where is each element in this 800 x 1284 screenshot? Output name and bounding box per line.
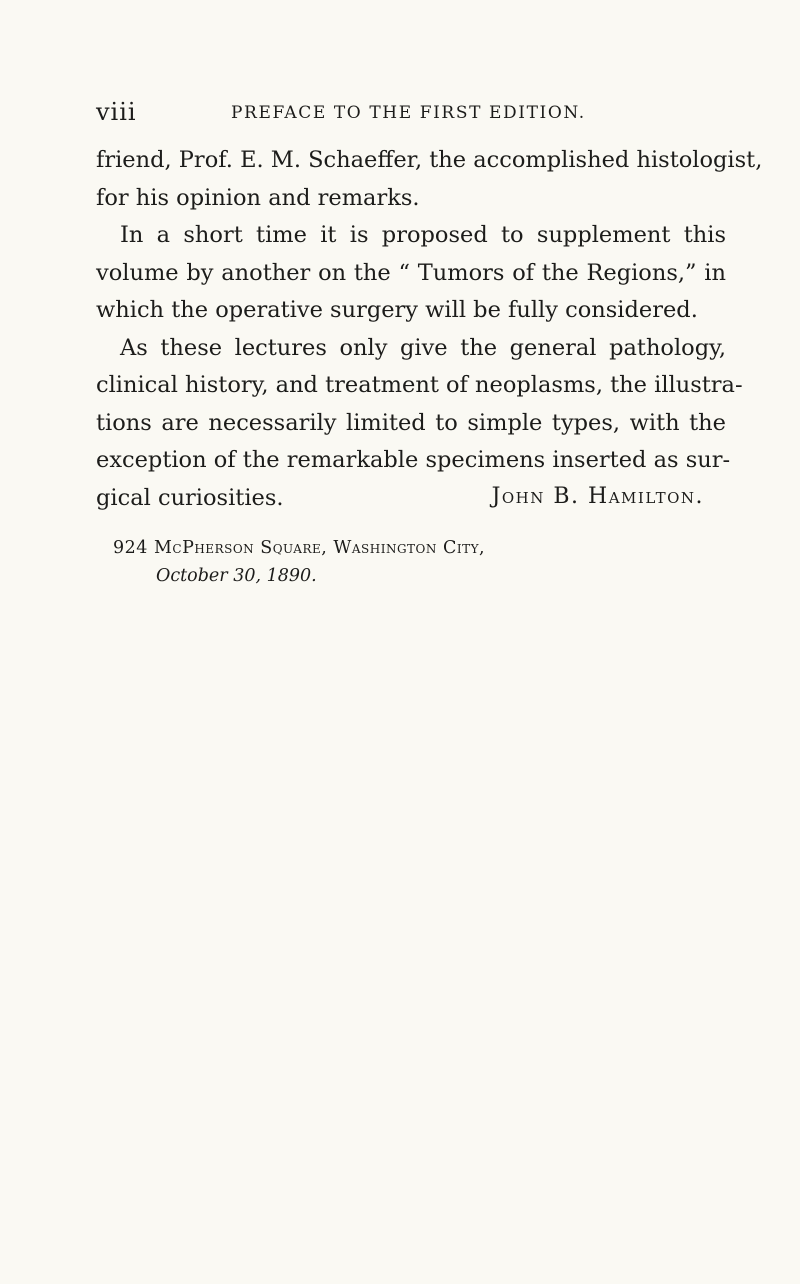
text-line: gical curiosities. <box>96 484 284 511</box>
page-number: viii <box>96 98 137 126</box>
author-signature: John B. Hamilton. <box>491 484 704 509</box>
running-head <box>96 97 706 127</box>
text-line: clinical history, and treatment of neoplasms, the illustra- <box>96 372 743 398</box>
text-line: exception of the remarkable specimens inserted as sur- <box>96 447 731 473</box>
preface-date: October 30, 1890. <box>156 566 317 586</box>
preface-body <box>96 142 763 517</box>
text-line: friend, Prof. E. M. Schaeffer, the accomplished histologist, <box>96 147 763 173</box>
text-line: In a short time it is proposed to supplement this <box>120 222 726 248</box>
text-line: for his opinion and remarks. <box>96 184 420 211</box>
author-address: 924 McPherson Square, Washington City, <box>113 538 486 558</box>
running-head-title: PREFACE TO THE FIRST EDITION. <box>231 103 586 123</box>
text-line: volume by another on the “ Tumors of the Regions,” in <box>96 259 726 286</box>
text-line: which the operative surgery will be fully considered. <box>96 297 698 323</box>
text-line: tions are necessarily limited to simple types, with the <box>96 409 726 436</box>
text-line: As these lectures only give the general pathology, <box>120 334 726 361</box>
